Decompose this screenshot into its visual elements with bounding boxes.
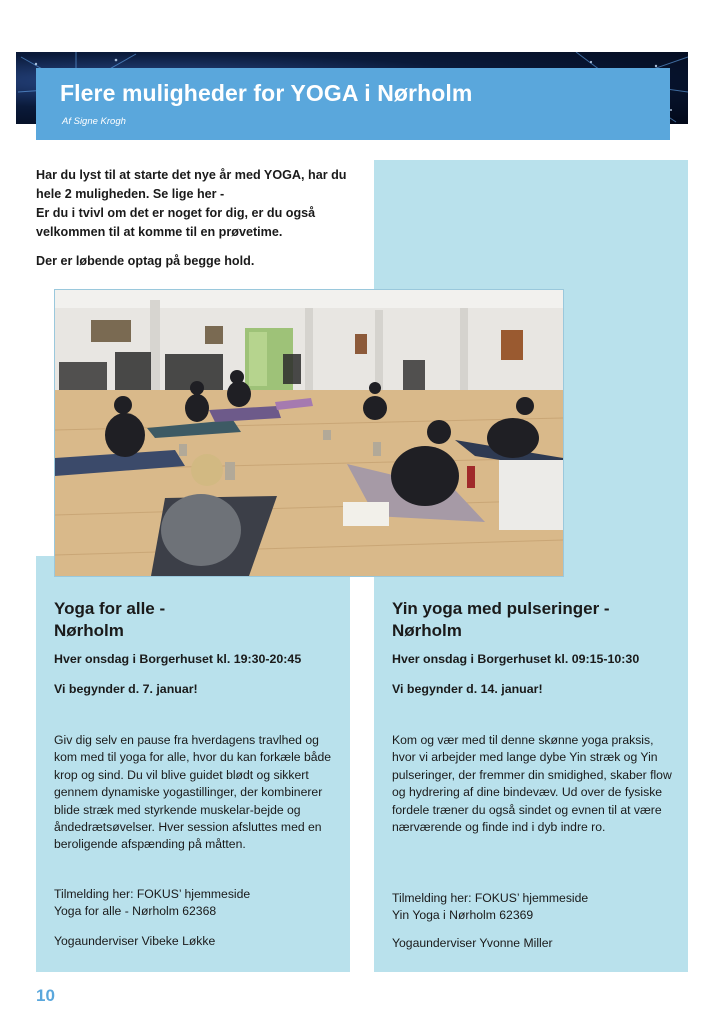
course-title-line: Yoga for alle - <box>54 599 166 618</box>
intro-paragraph: Der er løbende optag på begge hold. <box>36 254 255 268</box>
signup-link[interactable]: Tilmelding her: FOKUS’ hjemmeside <box>54 887 251 901</box>
course-description: Kom og vær med til denne skønne yoga praksis, hvor vi arbejder med lange dybe Yin stræk og Yin pulseringer, der fremmer din smidighed, skaber flow og hydrering af dine bindevæv. Ud over de fysiske fordele træner du også sindet og evnen til at være nærværende og finde ind i dyb indre ro. <box>392 733 672 835</box>
page-title: Flere muligheder for YOGA i Nørholm <box>60 80 473 106</box>
course-start-date: Vi begynder d. 7. januar! <box>54 682 198 696</box>
course-title-line: Nørholm <box>392 621 462 640</box>
right-course <box>392 598 672 950</box>
yoga-class-photo <box>54 289 564 577</box>
left-course <box>54 598 334 948</box>
course-signup <box>54 886 250 921</box>
intro-paragraph: Er du i tvivl om det er noget for dig, er du også velkommen til at komme til en prøvetime. <box>36 206 316 239</box>
signup-course-code: Yin Yoga i Nørholm 62369 <box>392 908 534 923</box>
course-title-line: Yin yoga med pulseringer - <box>392 599 610 618</box>
course-description: Giv dig selv en pause fra hverdagens travlhed og kom med til yoga for alle, hvor du kan forkæle både krop og sind. Du vil blive guidet blødt og sikkert gennem dynamiske yogastillinger, der kombinerer blide stræk med styrkende muskelar-bejde og åndedrætsøvelser. Hver session afsluttes med en beroligende afspænding på måtten. <box>54 733 332 852</box>
signup-link[interactable]: Tilmelding her: FOKUS’ hjemmeside <box>392 891 589 905</box>
course-title <box>54 598 334 642</box>
byline: Af Signe Krogh <box>62 116 126 127</box>
course-title <box>392 598 672 642</box>
course-teacher: Yogaunderviser Yvonne Miller <box>392 936 553 950</box>
intro-text <box>36 166 354 271</box>
signup-course-code: Yoga for alle - Nørholm 62368 <box>54 904 217 919</box>
course-schedule: Hver onsdag i Borgerhuset kl. 19:30-20:45 <box>54 652 302 666</box>
course-title-line: Nørholm <box>54 621 124 640</box>
course-schedule: Hver onsdag i Borgerhuset kl. 09:15-10:30 <box>392 652 640 666</box>
course-teacher: Yogaunderviser Vibeke Løkke <box>54 934 216 948</box>
title-box <box>36 68 670 140</box>
page-number: 10 <box>36 986 55 1005</box>
course-start-date: Vi begynder d. 14. januar! <box>392 682 543 696</box>
intro-paragraph: Har du lyst til at starte det nye år med YOGA, har du hele 2 muligheden. Se lige her - <box>36 168 347 201</box>
course-signup <box>392 890 588 925</box>
